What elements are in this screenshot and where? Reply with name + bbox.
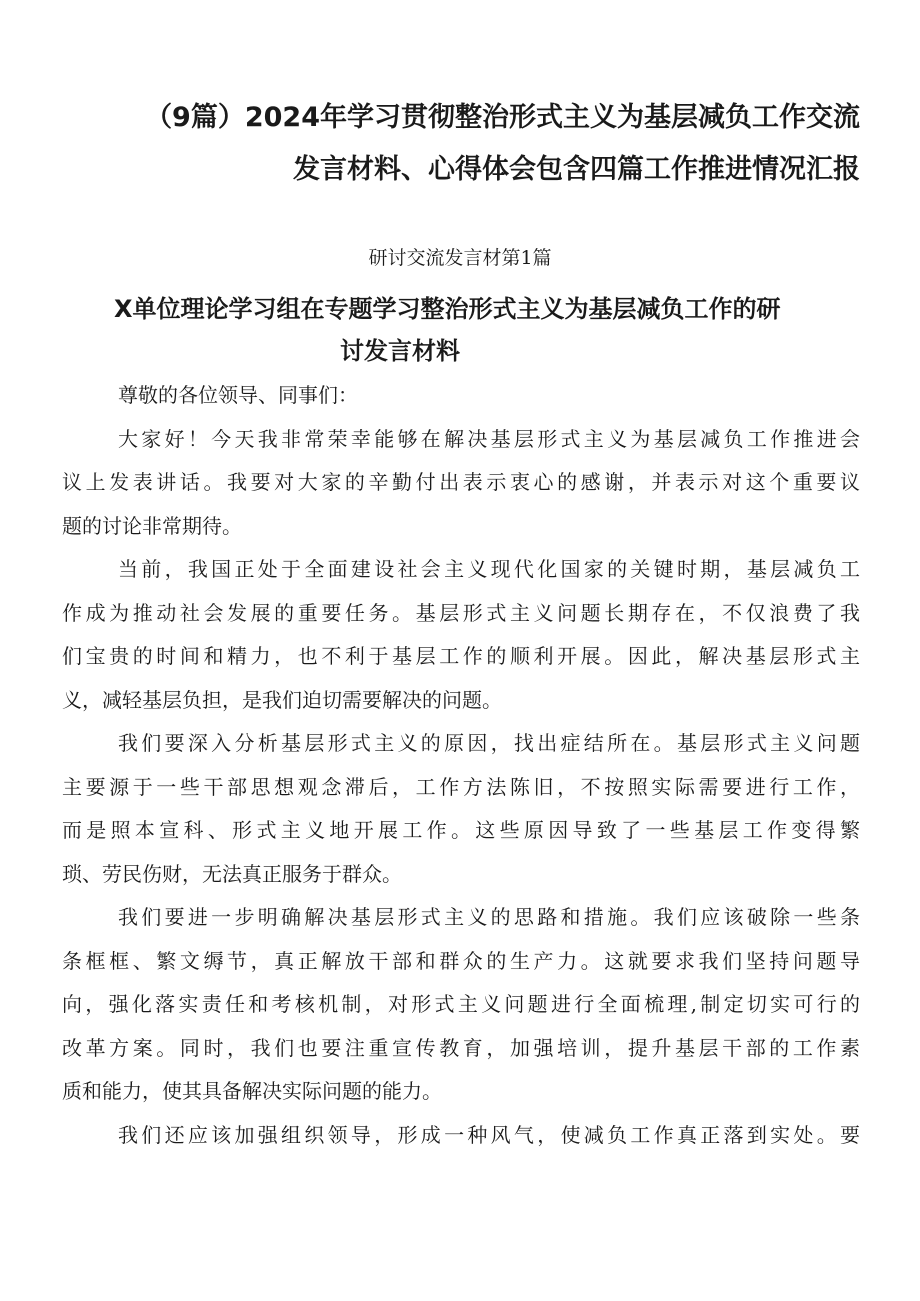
paragraph-line: 向，强化落实责任和考核机制，对形式主义问题进行全面梳理,制定切实可行的 bbox=[62, 992, 860, 1016]
paragraph-line: 义，减轻基层负担，是我们迫切需要解决的问题。 bbox=[62, 687, 502, 712]
speech-title-line: X单位理论学习组在专题学习整治形式主义为基层减负工作的研 bbox=[114, 295, 781, 323]
paragraph-line: 质和能力，使其具备解决实际问题的能力。 bbox=[62, 1079, 442, 1103]
title-line: （9篇）2024年学习贯彻整治形式主义为基层减负工作交流 bbox=[145, 102, 860, 133]
paragraph-line: 当前，我国正处于全面建设社会主义现代化国家的关键时期，基层减负工 bbox=[118, 557, 860, 581]
paragraph-line: 我们要进一步明确解决基层形式主义的思路和措施。我们应该破除一些条 bbox=[118, 905, 860, 929]
paragraph-line: 议上发表讲话。我要对大家的辛勤付出表示衷心的感谢，并表示对这个重要议 bbox=[62, 470, 860, 494]
body-paragraph bbox=[62, 722, 860, 896]
salutation-paragraph bbox=[62, 374, 860, 418]
body-paragraph bbox=[62, 896, 860, 1114]
body-paragraph bbox=[62, 418, 860, 549]
body-text bbox=[62, 374, 860, 1157]
paragraph-line: 而是照本宣科、形式主义地开展工作。这些原因导致了一些基层工作变得繁 bbox=[62, 818, 860, 842]
body-paragraph bbox=[62, 1114, 860, 1158]
paragraph-line: 题的讨论非常期待。 bbox=[62, 513, 242, 538]
paragraph-line: 琐、劳民伤财，无法真正服务于群众。 bbox=[62, 861, 402, 886]
document-title bbox=[60, 92, 860, 196]
paragraph-line: 条框框、繁文缛节，真正解放干部和群众的生产力。这就要求我们坚持问题导 bbox=[62, 948, 860, 973]
paragraph-line: 我们还应该加强组织领导，形成一种风气，使减负工作真正落到实处。要 bbox=[118, 1122, 860, 1147]
paragraph-line: 们宝贵的时间和精力，也不利于基层工作的顺利开展。因此，解决基层形式主 bbox=[62, 644, 860, 668]
title-line: 发言材料、心得体会包含四篇工作推进情况汇报 bbox=[293, 154, 860, 185]
paragraph-line: 尊敬的各位领导、同事们： bbox=[118, 383, 358, 407]
paragraph-line: 主要源于一些干部思想观念滞后，工作方法陈旧，不按照实际需要进行工作， bbox=[62, 774, 860, 799]
paragraph-line: 改革方案。同时，我们也要注重宣传教育，加强培训，提升基层干部的工作素 bbox=[62, 1035, 860, 1060]
speech-title bbox=[100, 288, 860, 372]
paragraph-line: 我们要深入分析基层形式主义的原因，找出症结所在。基层形式主义问题 bbox=[118, 731, 860, 755]
paragraph-line: 作成为推动社会发展的重要任务。基层形式主义问题长期存在，不仅浪费了我 bbox=[62, 600, 860, 625]
paragraph-line: 大家好！今天我非常荣幸能够在解决基层形式主义为基层减负工作推进会 bbox=[118, 426, 860, 451]
section-label: 研讨交流发言材第1篇 bbox=[368, 247, 552, 269]
speech-title-line: 讨发言材料 bbox=[340, 337, 460, 365]
body-paragraph bbox=[62, 548, 860, 722]
